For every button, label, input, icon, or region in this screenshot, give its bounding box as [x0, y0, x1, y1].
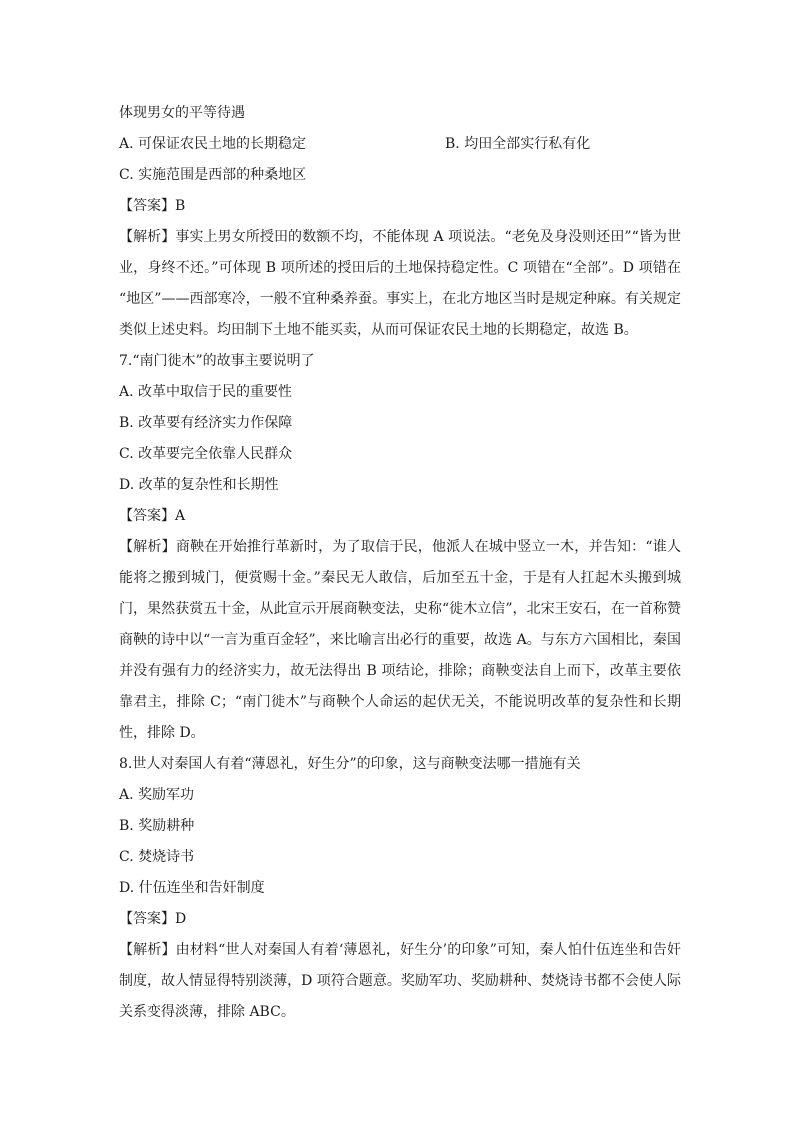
answer-label: 【答案】 — [119, 198, 175, 214]
q6-option-c: C. 实施范围是西部的种桑地区 — [119, 167, 307, 183]
q6-option-b: B. 均田全部实行私有化 — [445, 136, 591, 152]
analysis-label: 【解析】 — [119, 942, 176, 958]
q7-option-a: A. 改革中取信于民的重要性 — [119, 384, 293, 400]
q6-option-a: A. 可保证农民土地的长期稳定 — [119, 136, 307, 152]
q7-option-c: C. 改革要完全依靠人民群众 — [119, 446, 293, 462]
q7-answer — [119, 501, 681, 532]
q8-analysis — [119, 935, 681, 1028]
analysis-text: 商鞅在开始推行革新时，为了取信于民，他派人在城中竖立一木，并告知：“谁人能将之搬到城门，便赏赐十金。”秦民无人敢信，后加至五十金，于是有人扛起木头搬到城门，果然获赏五十金，从此宣示开展商鞅变法，史称“徙木立信”，北宋王安石，在一首称赞商鞅的诗中以“一言为重百金轻”，来比喻言出必行的重要，故选 A。与东方六国相比，秦国并没有强有力的经济实力，故无法得出 B 项结论，排除；商鞅变法自上而下，改革主要依靠君主，排除 C；“南门徙木”与商鞅个人命运的起伏无关，不能说明改革的复杂性和长期性，排除 D。 — [119, 539, 682, 741]
q8-option-c: C. 焚烧诗书 — [119, 849, 195, 865]
answer-value: A — [175, 508, 186, 524]
q8-stem: 8.世人对秦国人有着“薄恩礼，好生分”的印象，这与商鞅变法哪一措施有关 — [119, 756, 581, 772]
q8-option-d: D. 什伍连坐和告奸制度 — [119, 880, 265, 896]
answer-label: 【答案】 — [119, 508, 175, 524]
q7-stem: 7.“南门徙木”的故事主要说明了 — [119, 353, 315, 369]
analysis-label: 【解析】 — [119, 229, 176, 245]
analysis-text: 事实上男女所授田的数额不均，不能体现 A 项说法。“老免及身没则还田”“皆为世业，身终不还。”可体现 B 项所述的授田后的土地保持稳定性。C 项错在“全部”。D 项错在 “地区”——西部寒冷，一般不宜种桑养蚕。事实上，在北方地区当时是规定种麻。有关规定类似上述史料。均田制下土地不能买卖，从而可保证农民土地的长期稳定，故选 B。 — [119, 229, 682, 338]
q7-analysis — [119, 532, 681, 749]
document-content — [119, 98, 681, 1028]
q8-option-a: A. 奖励军功 — [119, 787, 195, 803]
q6-options-row-1 — [119, 129, 681, 160]
analysis-label: 【解析】 — [119, 539, 176, 555]
answer-label: 【答案】 — [119, 911, 175, 927]
q7-option-d: D. 改革的复杂性和长期性 — [119, 477, 279, 493]
q7-option-b: B. 改革要有经济实力作保障 — [119, 415, 293, 431]
q6-answer — [119, 191, 681, 222]
q6-analysis — [119, 222, 681, 346]
analysis-text: 由材料“世人对秦国人有着‘薄恩礼，好生分’的印象”可知，秦人怕什伍连坐和告奸制度，故人情显得特别淡薄，D 项符合题意。奖励军功、奖励耕种、焚烧诗书都不会使人际关系变得淡薄，排除 ABC。 — [119, 942, 682, 1020]
question-stem-fragment: 体现男女的平等待遇 — [119, 105, 245, 121]
answer-value: D — [175, 911, 187, 927]
answer-value: B — [175, 198, 186, 214]
q8-answer — [119, 904, 681, 935]
q8-option-b: B. 奖励耕种 — [119, 818, 195, 834]
